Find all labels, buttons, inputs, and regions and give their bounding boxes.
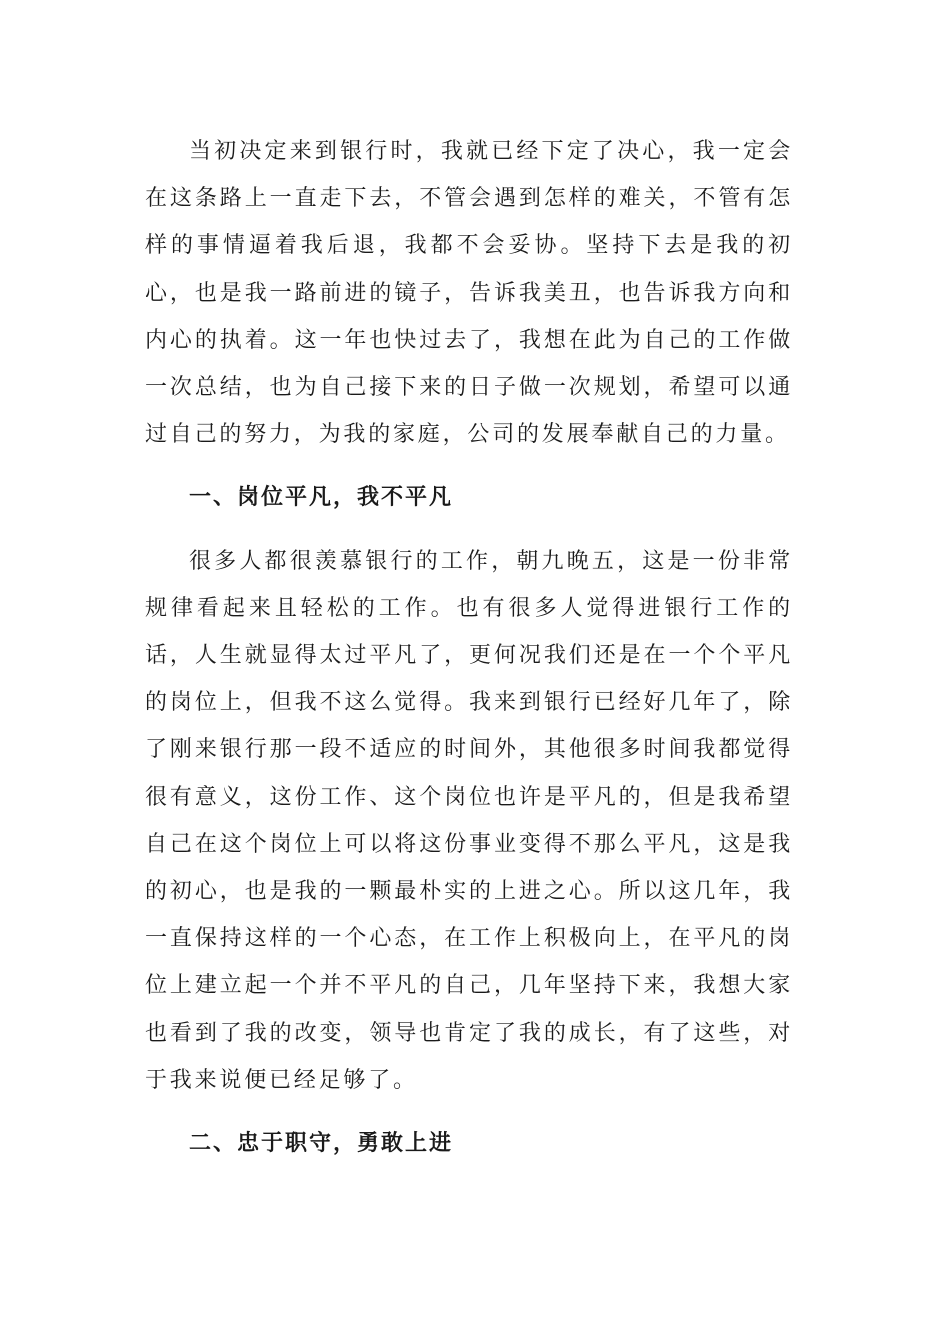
intro-paragraph: 当初决定来到银行时，我就已经下定了决心，我一定会在这条路上一直走下去，不管会遇到怎样的难关，不管有怎样的事情逼着我后退，我都不会妥协。坚持下去是我的初心，也是我一路前进的镜子，告诉我美丑，也告诉我方向和内心的执着。这一年也快过去了，我想在此为自己的工作做一次总结，也为自己接下来的日子做一次规划，希望可以通过自己的努力，为我的家庭，公司的发展奉献自己的力量。 — [145, 139, 793, 448]
section-1-paragraph: 很多人都很羡慕银行的工作，朝九晚五，这是一份非常规律看起来且轻松的工作。也有很多人觉得进银行工作的话，人生就显得太过平凡了，更何况我们还是在一个个平凡的岗位上，但我不这么觉得。我来到银行已经好几年了，除了刚来银行那一段不适应的时间外，其他很多时间我都觉得很有意义，这份工作、这个岗位也许是平凡的，但是我希望自己在这个岗位上可以将这份事业变得不那么平凡，这是我的初心，也是我的一颗最朴实的上进之心。所以这几年，我一直保持这样的一个心态，在工作上积极向上，在平凡的岗位上建立起一个并不平凡的自己，几年坚持下来，我想大家也看到了我的改变，领导也肯定了我的成长，有了这些，对于我来说便已经足够了。 — [145, 548, 793, 1093]
section-heading-1: 一、岗位平凡，我不平凡 — [189, 485, 454, 511]
section-heading-2: 二、忠于职守，勇敢上进 — [189, 1131, 454, 1157]
document-page — [145, 128, 793, 1183]
